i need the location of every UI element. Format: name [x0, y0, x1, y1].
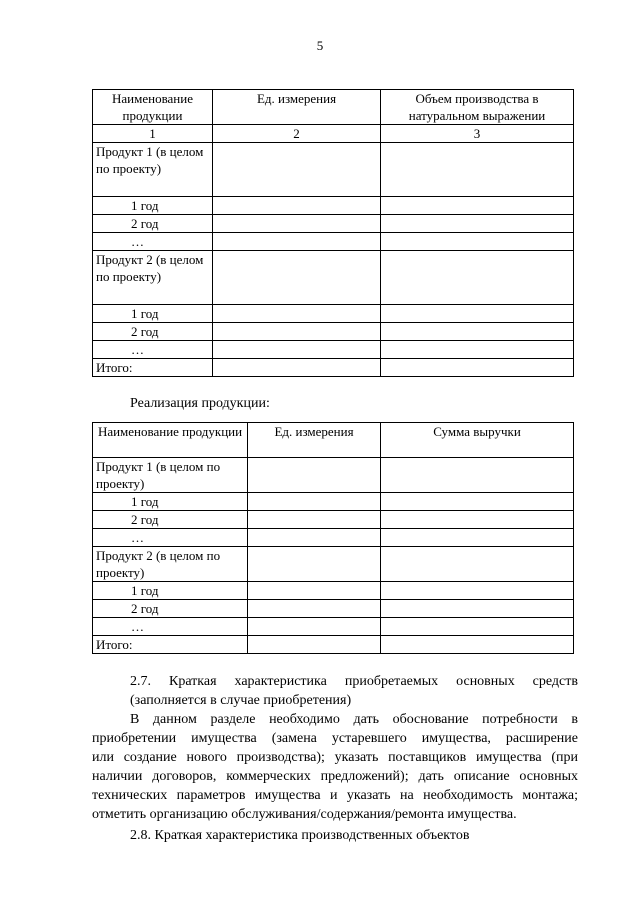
section-2-7-body-line: В данном разделе необходимо дать обоснование потребности в [130, 712, 578, 727]
table-row [93, 197, 574, 215]
header-unit: Ед. измерения [248, 423, 381, 458]
row-label: 1 год [93, 582, 248, 600]
section-2-7-body-line: или создание нового производства); указать поставщиков имущества (при [92, 750, 578, 765]
column-number-1: 1 [93, 125, 213, 143]
table-row [93, 582, 574, 600]
table-total-row [93, 359, 574, 377]
header-volume: Объем производства в натуральном выражении [381, 90, 574, 125]
table-total-row [93, 636, 574, 654]
section-2-7-body-line: наличии договоров, коммерческих предложений); дать описание основных [92, 769, 578, 784]
total-label: Итого: [93, 359, 213, 377]
total-label: Итого: [93, 636, 248, 654]
row-label: 2 год [93, 600, 248, 618]
table-row [93, 341, 574, 359]
section-2-7-subtitle: (заполняется в случае приобретения) [130, 693, 352, 708]
header-unit: Ед. измерения [213, 90, 381, 125]
row-label: 2 год [93, 511, 248, 529]
table-row [93, 143, 574, 197]
header-product-name: Наименование продукции [93, 423, 248, 458]
section-2-7-body-line: отметить организацию обслуживания/содержания/ремонта имущества. [92, 807, 517, 822]
header-revenue: Сумма выручки [381, 423, 574, 458]
row-label: Продукт 2 (в целом по проекту) [93, 251, 213, 305]
row-label: Продукт 1 (в целом по проекту) [93, 458, 248, 493]
table-row [93, 233, 574, 251]
column-number-3: 3 [381, 125, 574, 143]
table-row [93, 305, 574, 323]
table-header-row [93, 423, 574, 458]
header-product-name: Наименование продукции [93, 90, 213, 125]
row-label: … [93, 341, 213, 359]
sales-heading: Реализация продукции: [130, 396, 270, 411]
row-label: … [93, 233, 213, 251]
table-row [93, 215, 574, 233]
section-2-8-title: 2.8. Краткая характеристика производственных объектов [130, 828, 470, 843]
row-label: Продукт 1 (в целом по проекту) [93, 143, 213, 197]
production-volume-table [92, 89, 574, 377]
row-label: 1 год [93, 305, 213, 323]
table-row [93, 458, 574, 493]
sales-table [92, 422, 574, 654]
table-row [93, 511, 574, 529]
table-row [93, 529, 574, 547]
table-header-row [93, 90, 574, 125]
section-2-7-body-line: приобретении имущества (замена устаревшего имущества, расширение [92, 731, 578, 746]
row-label: … [93, 529, 248, 547]
row-label: 1 год [93, 493, 248, 511]
row-label: 2 год [93, 323, 213, 341]
page-number: 5 [316, 38, 324, 53]
row-label: Продукт 2 (в целом по проекту) [93, 547, 248, 582]
table-row [93, 323, 574, 341]
column-number-row [93, 125, 574, 143]
section-2-7-title: 2.7. Краткая характеристика приобретаемых основных средств [130, 674, 578, 689]
row-label: 1 год [93, 197, 213, 215]
table-row [93, 600, 574, 618]
table-row [93, 251, 574, 305]
row-label: 2 год [93, 215, 213, 233]
table-row [93, 547, 574, 582]
row-label: … [93, 618, 248, 636]
table-row [93, 618, 574, 636]
section-2-7-body-line: технических параметров имущества и указать на необходимость монтажа; [92, 788, 578, 803]
column-number-2: 2 [213, 125, 381, 143]
table-row [93, 493, 574, 511]
